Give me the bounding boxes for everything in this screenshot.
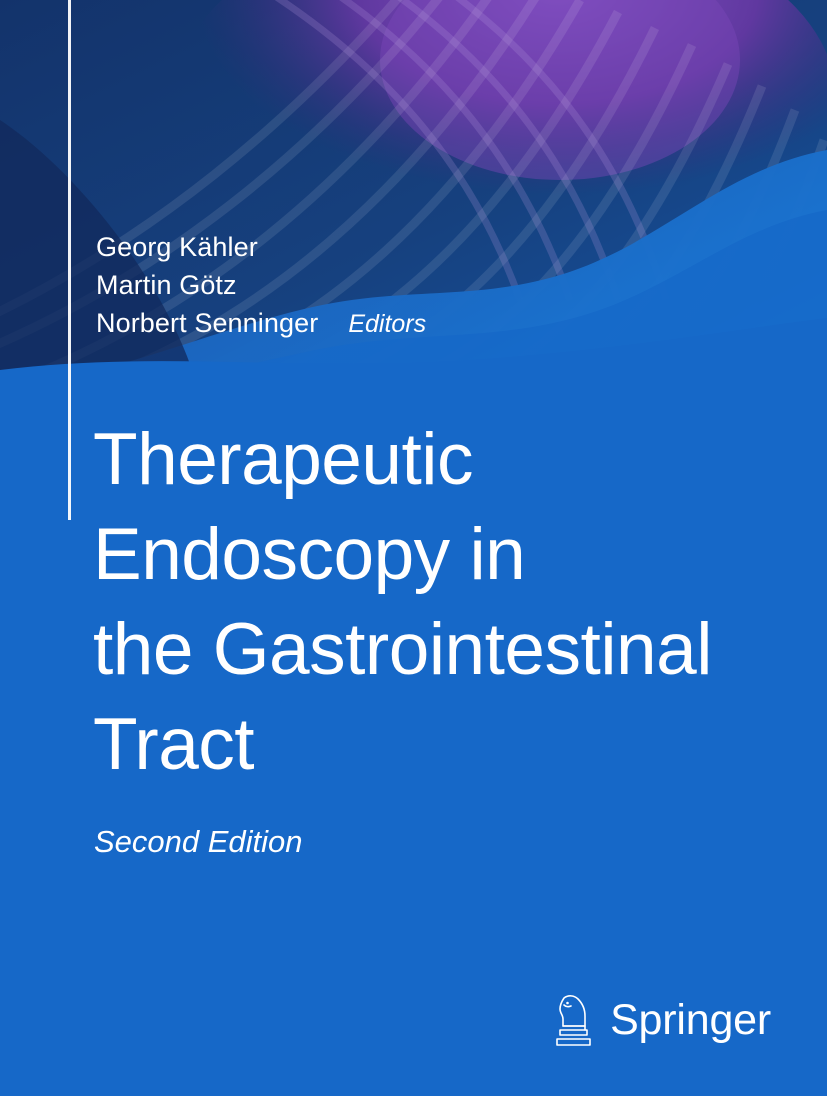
edition-label: Second Edition <box>94 824 303 859</box>
editor-name: Norbert Senninger <box>96 308 319 338</box>
editor-name: Martin Götz <box>96 270 237 300</box>
publisher-name: Springer <box>610 995 771 1044</box>
title-line: Therapeutic <box>93 419 473 500</box>
page-title <box>93 412 793 792</box>
springer-knight-chess-piece-icon <box>550 992 596 1048</box>
publisher-logo <box>550 992 771 1048</box>
vertical-rule <box>68 0 71 520</box>
title-line: Tract <box>93 704 255 785</box>
title-line: Endoscopy in <box>93 514 526 595</box>
title-line: the Gastrointestinal <box>93 609 712 690</box>
editors-block <box>96 228 426 342</box>
editor-name-row <box>96 304 426 342</box>
editor-name: Georg Kähler <box>96 232 258 262</box>
editors-role-label: Editors <box>348 310 427 338</box>
